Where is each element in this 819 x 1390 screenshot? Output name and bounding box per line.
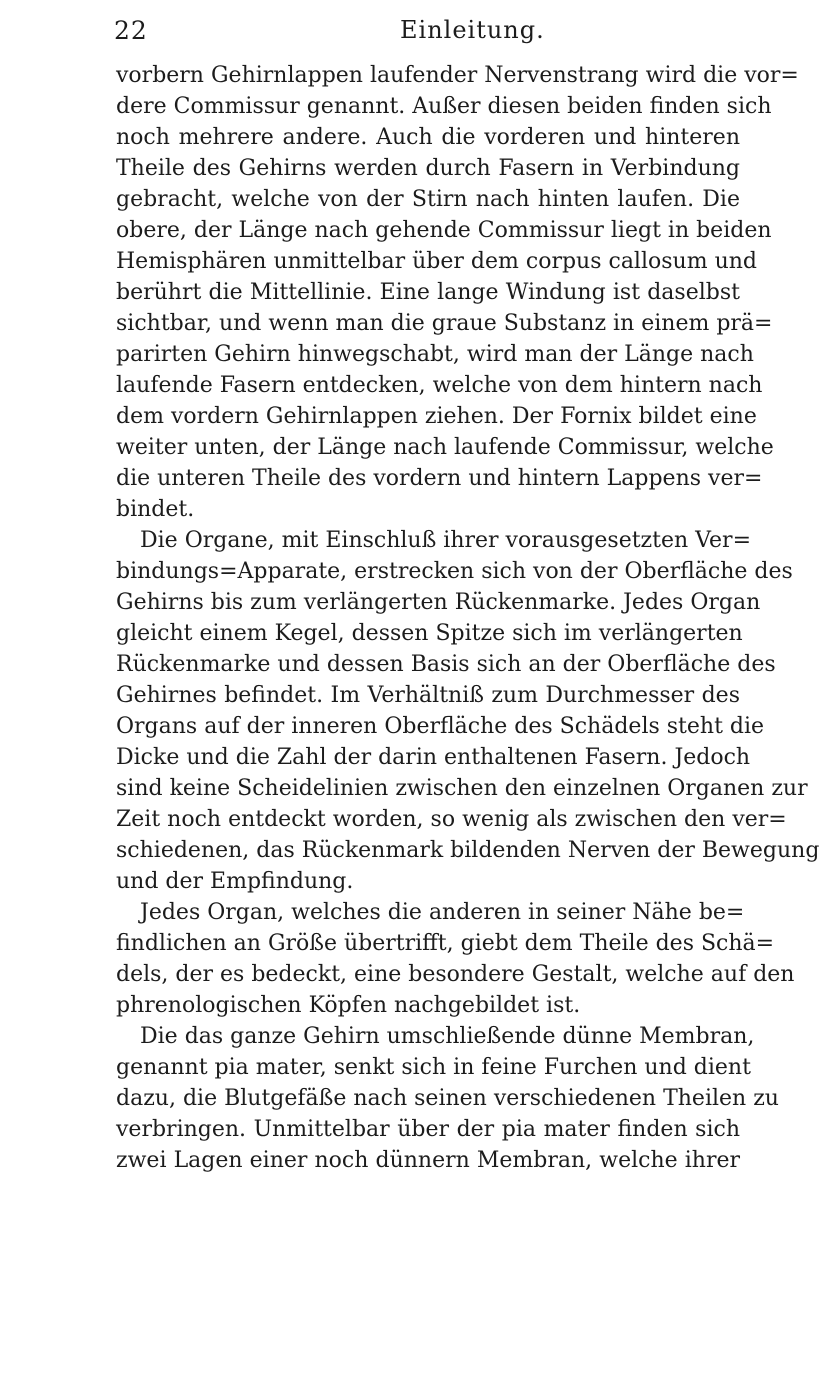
text-line: Die Organe, mit Einschluß ihrer vorausgesetzten Ver= xyxy=(140,528,752,553)
text-line: dere Commissur genannt. Außer diesen beiden finden sich xyxy=(116,94,772,119)
text-line: und der Empfindung. xyxy=(116,869,354,894)
text-line: Gehirnes befindet. Im Verhältniß zum Durchmesser des xyxy=(116,683,740,708)
page-header xyxy=(0,10,800,50)
text-line: parirten Gehirn hinwegschabt, wird man der Länge nach xyxy=(116,342,754,367)
text-line: gleicht einem Kegel, dessen Spitze sich im verlängerten xyxy=(116,621,743,646)
text-line: bindungs=Apparate, erstrecken sich von der Oberfläche des xyxy=(116,559,793,584)
text-line: dels, der es bedeckt, eine besondere Gestalt, welche auf den xyxy=(116,962,795,987)
text-line: berührt die Mittellinie. Eine lange Windung ist daselbst xyxy=(116,280,740,305)
text-line: weiter unten, der Länge nach laufende Commissur, welche xyxy=(116,435,774,460)
page-number: 22 xyxy=(114,16,148,45)
text-line: gebracht, welche von der Stirn nach hinten laufen. Die xyxy=(116,187,740,212)
text-line: Gehirns bis zum verlängerten Rückenmarke. Jedes Organ xyxy=(116,590,761,615)
text-line: dazu, die Blutgefäße nach seinen verschiedenen Theilen zu xyxy=(116,1086,779,1111)
text-line: laufende Fasern entdecken, welche von dem hintern nach xyxy=(116,373,763,398)
text-line: sind keine Scheidelinien zwischen den einzelnen Organen zur xyxy=(116,776,808,801)
paragraph xyxy=(116,897,795,1021)
text-line: Dicke und die Zahl der darin enthaltenen Fasern. Jedoch xyxy=(116,745,751,770)
text-line: schiedenen, das Rückenmark bildenden Nerven der Bewegung xyxy=(116,838,819,863)
paragraph xyxy=(116,1021,779,1176)
text-line: findlichen an Größe übertrifft, giebt dem Theile des Schä= xyxy=(116,931,775,956)
text-line: phrenologischen Köpfen nachgebildet ist. xyxy=(116,993,581,1018)
text-line: obere, der Länge nach gehende Commissur liegt in beiden xyxy=(116,218,772,243)
paragraph xyxy=(116,60,799,525)
body-text xyxy=(116,60,819,1176)
text-line: genannt pia mater, senkt sich in feine Furchen und dient xyxy=(116,1055,751,1080)
text-line: Die das ganze Gehirn umschließende dünne Membran, xyxy=(140,1024,755,1049)
text-line: Hemisphären unmittelbar über dem corpus callosum und xyxy=(116,249,757,274)
text-line: die unteren Theile des vordern und hintern Lappens ver= xyxy=(116,466,763,491)
text-line: bindet. xyxy=(116,497,195,522)
text-line: Jedes Organ, welches die anderen in seiner Nähe be= xyxy=(140,900,745,925)
text-line: Organs auf der inneren Oberfläche des Schädels steht die xyxy=(116,714,765,739)
text-line: vorbern Gehirnlappen laufender Nervenstrang wird die vor= xyxy=(116,63,799,88)
text-line: Zeit noch entdeckt worden, so wenig als zwischen den ver= xyxy=(116,807,787,832)
text-line: Rückenmarke und dessen Basis sich an der Oberfläche des xyxy=(116,652,776,677)
text-line: sichtbar, und wenn man die graue Substanz in einem prä= xyxy=(116,311,773,336)
text-line: verbringen. Unmittelbar über der pia mater finden sich xyxy=(116,1117,740,1142)
running-title: Einleitung. xyxy=(400,16,545,44)
text-line: zwei Lagen einer noch dünnern Membran, welche ihrer xyxy=(116,1148,740,1173)
text-line: dem vordern Gehirnlappen ziehen. Der Fornix bildet eine xyxy=(116,404,757,429)
paragraph xyxy=(116,525,819,897)
text-line: noch mehrere andere. Auch die vorderen und hinteren xyxy=(116,125,740,150)
text-line: Theile des Gehirns werden durch Fasern in Verbindung xyxy=(116,156,740,181)
